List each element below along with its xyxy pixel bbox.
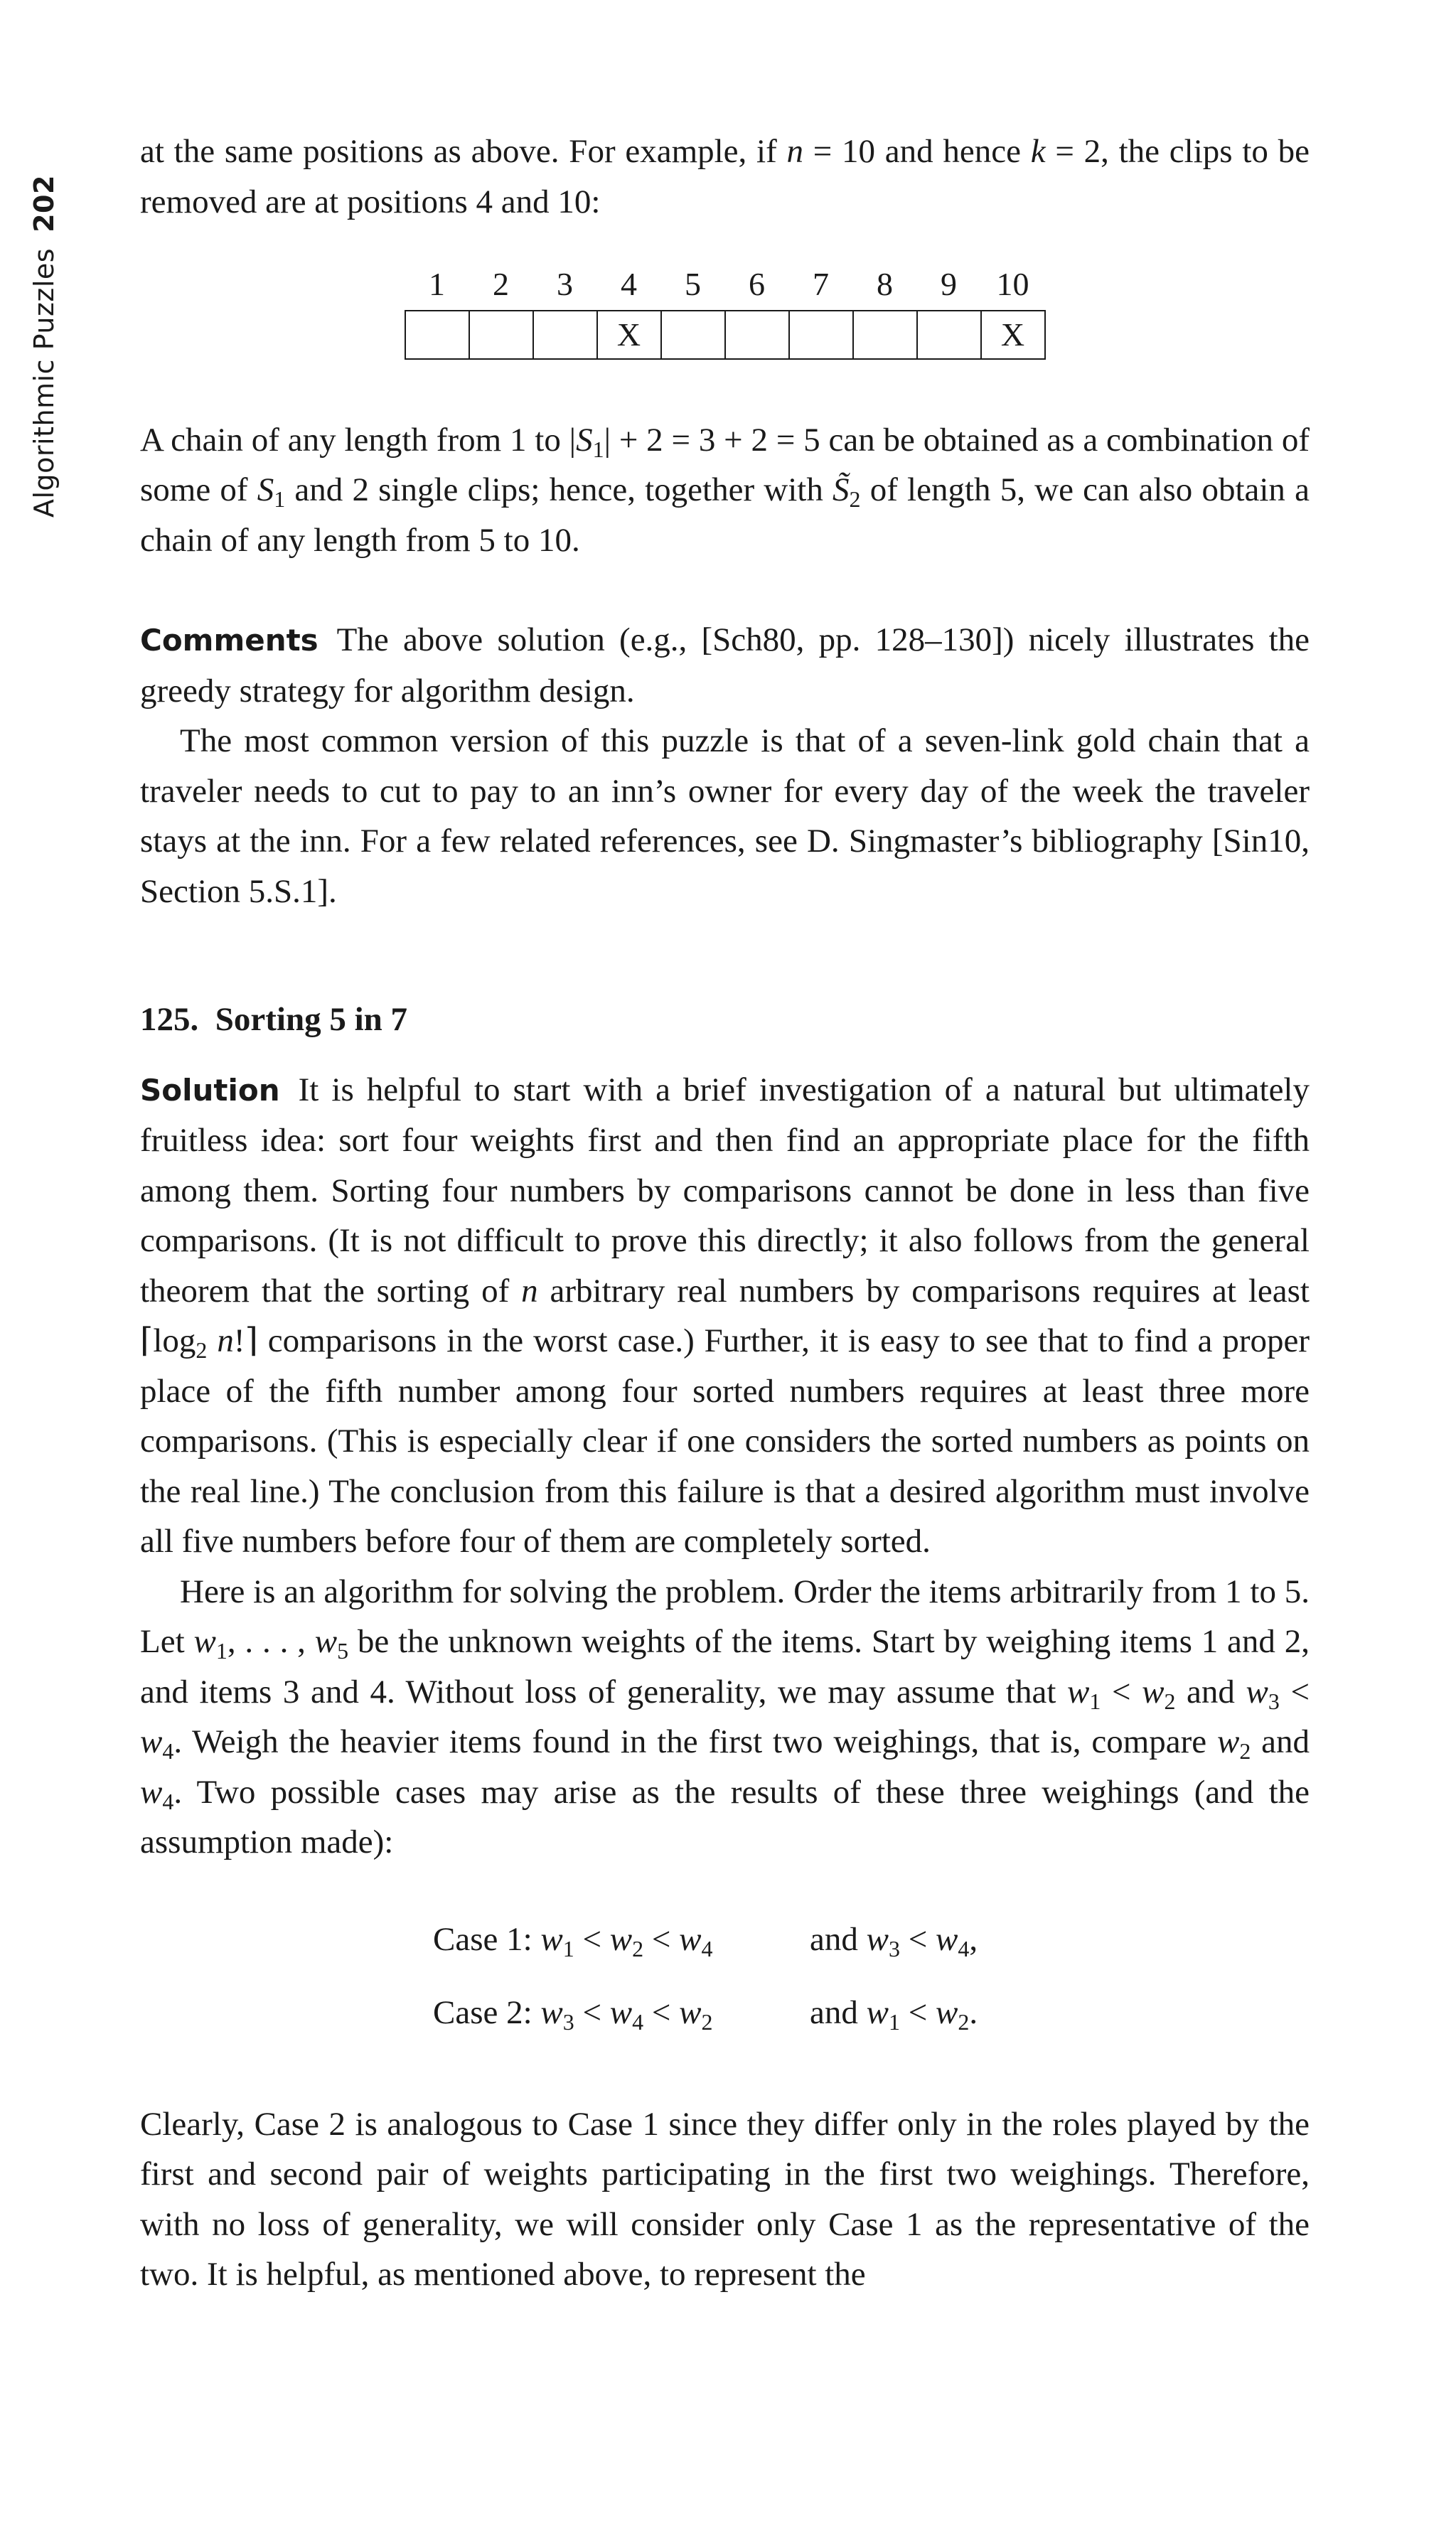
comments-paragraph-1: Comments The above solution (e.g., [Sch80, pp. 128–130]) nicely illustrates the greedy strategy for algorithm design. xyxy=(140,621,1310,710)
position-header-row xyxy=(405,259,1045,311)
book-title: Algorithmic Puzzles xyxy=(28,247,60,518)
clip-cell-removed: X xyxy=(981,311,1045,359)
clip-cell xyxy=(469,311,533,359)
case-1-extra: and $w_3 < w_4$, xyxy=(810,1920,978,1961)
position-label: 8 xyxy=(877,266,893,302)
clip-cell-removed: X xyxy=(597,311,661,359)
position-label: 9 xyxy=(941,266,957,302)
clip-positions-figure xyxy=(140,259,1310,360)
intro-paragraph-2: A chain of any length from 1 to $|S_1| + 2 = 3 + 2 = 5$ can be obtained as a combination of some of $S_1$ and 2 single clips; hence, together with $S̃_2$ of length 5, we can also obtain a chain of any length from 5 to 10. xyxy=(140,421,1310,559)
clip-cell xyxy=(661,311,725,359)
case-2-line xyxy=(433,1976,1310,2050)
position-label: 5 xyxy=(685,266,701,302)
clip-cell xyxy=(917,311,981,359)
comments-label: Comments xyxy=(140,623,318,658)
position-label: 1 xyxy=(429,266,445,302)
position-label: 6 xyxy=(749,266,765,302)
case-1-condition: Case 1: $w_1 < w_2 < w_4$ xyxy=(433,1920,713,1961)
running-head xyxy=(0,0,71,540)
clip-cells-row xyxy=(405,311,1045,359)
position-label: 2 xyxy=(493,266,509,302)
clip-cell xyxy=(725,311,789,359)
clip-cell xyxy=(853,311,917,359)
solution-label: Solution xyxy=(140,1072,280,1108)
clip-positions-table xyxy=(405,259,1046,360)
position-label: 7 xyxy=(813,266,829,302)
position-label: 3 xyxy=(557,266,573,302)
case-2-condition: Case 2: $w_3 < w_4 < w_2$ xyxy=(433,1993,713,2035)
clip-cell xyxy=(405,311,469,359)
page-body xyxy=(140,127,1310,2300)
cases-display xyxy=(140,1903,1310,2050)
page-number: 202 xyxy=(28,175,60,232)
clip-cell xyxy=(789,311,853,359)
case-2-extra: and $w_1 < w_2$. xyxy=(810,1993,978,2035)
section-title: Sorting 5 in 7 xyxy=(215,1001,408,1038)
solution-paragraph-1: Solution It is helpful to start with a brief investigation of a natural but ultimately fruitless idea: sort four weights first and then find an appropriate place for the fifth among them. Sorting four numbers by comparisons cannot be done in less than five comparisons. (It is not difficult to prove this directly; it also follows from the general theorem that the sorting of n arbitrary real numbers by comparisons requires at least $⌈\log_2$ n!⌉ comparisons in the worst case.) Further, it is easy to see that to find a proper place of the fifth number among four sorted numbers requires at least three more comparisons. (This is especially clear if one considers the sorted numbers as points on the real line.) The conclusion from this failure is that a desired algorithm must involve all five numbers before four of them are completely sorted. xyxy=(140,1071,1310,1560)
intro-paragraph-1: at the same positions as above. For example, if n = 10 and hence k = 2, the clips to be removed are at positions 4 and 10: xyxy=(140,133,1310,220)
clip-cell xyxy=(533,311,597,359)
case-1-line xyxy=(433,1903,1310,1976)
comments-paragraph-2: The most common version of this puzzle is that of a seven-link gold chain that a traveler needs to cut to pay to an inn’s owner for every day of the week the traveler stays at the inn. For a few related references, see D. Singmaster’s bibliography [Sin10, Section 5.S.1]. xyxy=(140,722,1310,910)
section-heading xyxy=(140,995,1310,1045)
section-number: 125. xyxy=(140,1001,199,1038)
position-label: 4 xyxy=(621,266,637,302)
solution-paragraph-3: Clearly, Case 2 is analogous to Case 1 since they differ only in the roles played by the first and second pair of weights participating in the first two weighings. Therefore, with no loss of generality, we will consider only Case 1 as the representative of the two. It is helpful, as mentioned above, to represent the xyxy=(140,2105,1310,2293)
position-label: 10 xyxy=(996,266,1029,302)
solution-paragraph-2: Here is an algorithm for solving the problem. Order the items arbitrarily from 1 to 5. Let $w_1$, . . . , $w_5$ be the unknown weights of the items. Start by weighing items 1 and 2, and items 3 and 4. Without loss of generality, we may assume that $w_1 < w_2$ and $w_3 < w_4$. Weigh the heavier items found in the first two weighings, that is, compare $w_2$ and $w_4$. Two possible cases may arise as the results of these three weighings (and the assumption made): xyxy=(140,1573,1310,1861)
running-head-text xyxy=(28,175,60,518)
